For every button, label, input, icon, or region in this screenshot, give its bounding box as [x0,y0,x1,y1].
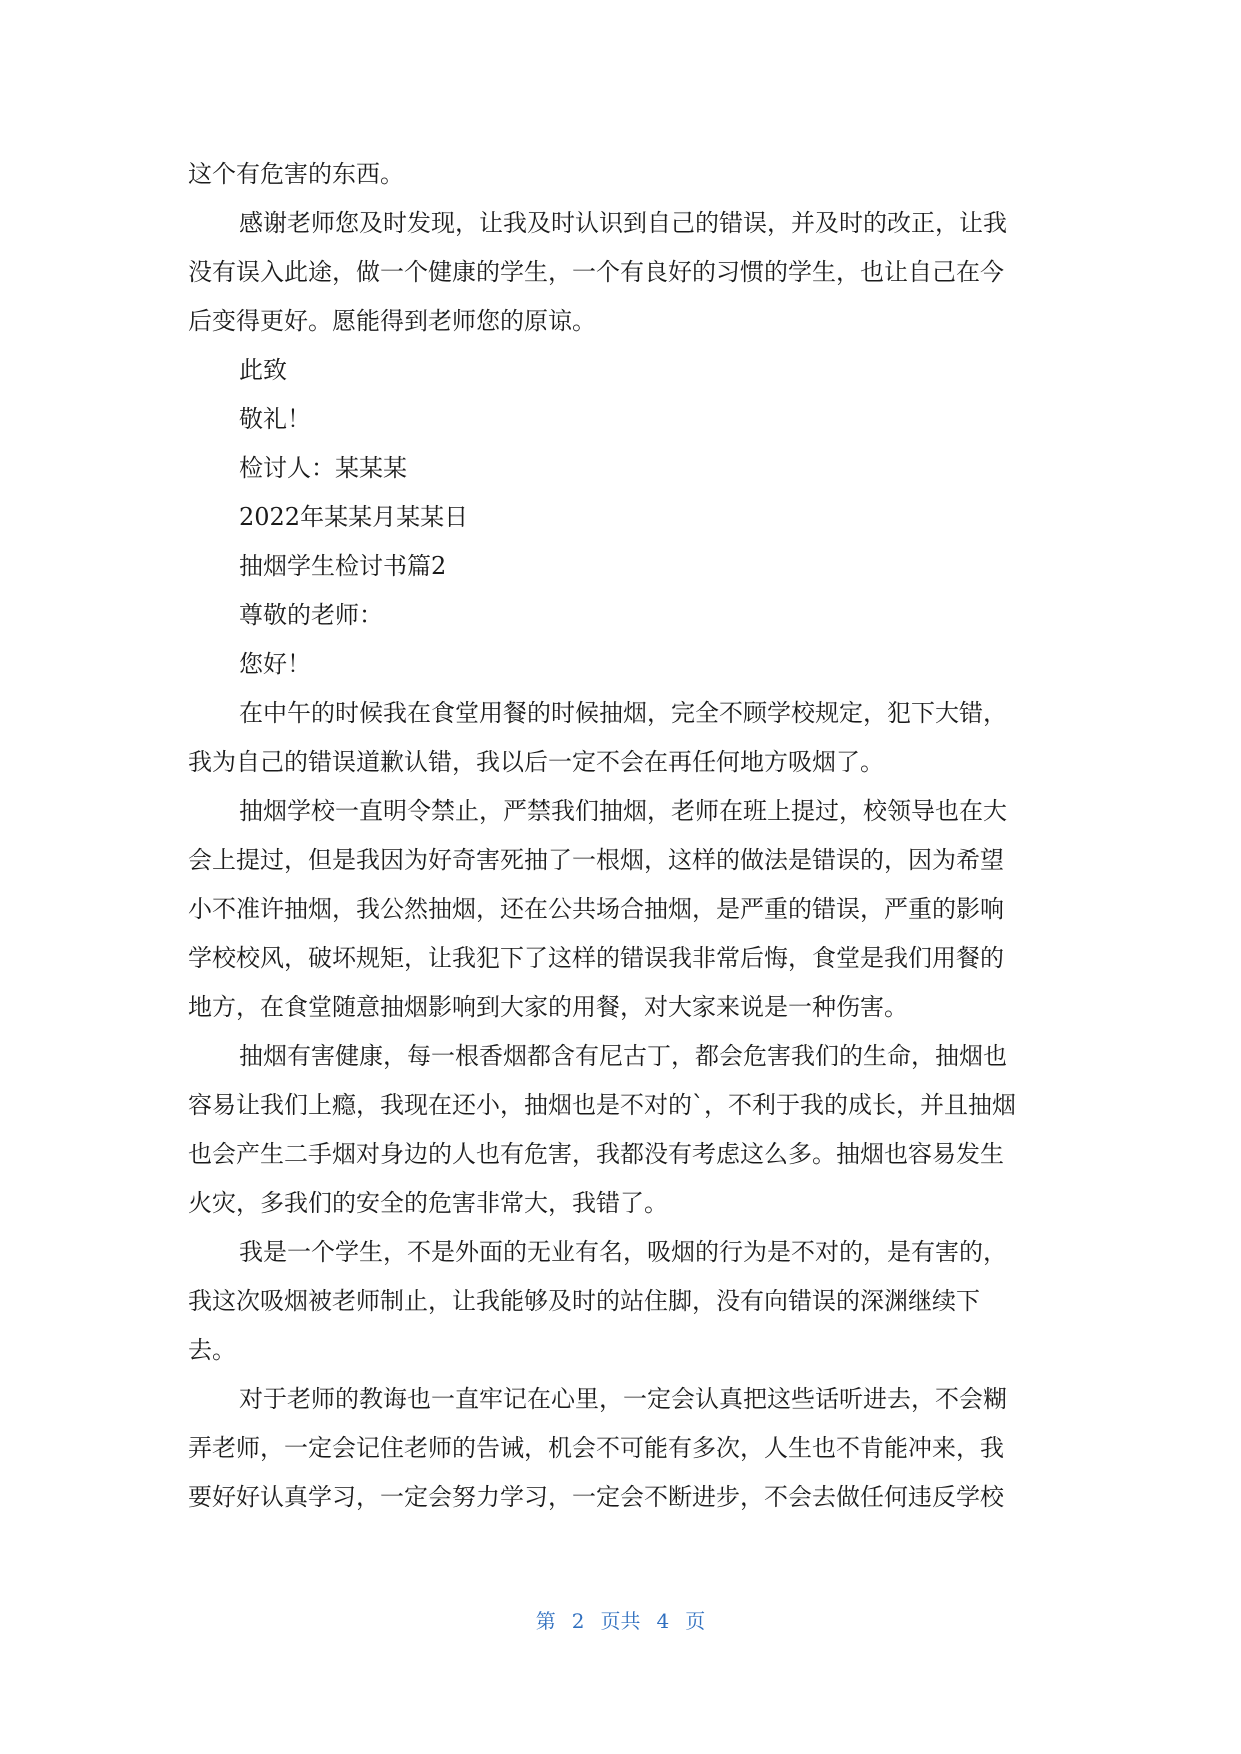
page-footer [0,1605,1241,1634]
text-line: 2022年某某月某某日 [239,503,469,531]
footer-prefix: 第 [535,1609,556,1633]
text-line: 弄老师，一定会记住老师的告诫，机会不可能有多次，人生也不肯能冲来，我 [188,1434,1004,1462]
footer-suffix: 页 [685,1609,706,1633]
text-line: 您好！ [239,650,311,678]
text-line: 抽烟学生检讨书篇2 [239,552,447,580]
document-body [188,150,1058,1522]
text-line: 这个有危害的东西。 [188,160,404,188]
text-line: 此致 [239,356,287,384]
text-line: 去。 [188,1336,236,1364]
text-line: 我这次吸烟被老师制止，让我能够及时的站住脚，没有向错误的深渊继续下 [188,1287,980,1315]
text-line: 感谢老师您及时发现，让我及时认识到自己的错误，并及时的改正，让我 [239,209,1007,237]
text-line: 在中午的时候我在食堂用餐的时候抽烟，完全不顾学校规定，犯下大错， [239,699,1007,727]
text-line: 会上提过，但是我因为好奇害死抽了一根烟，这样的做法是错误的，因为希望 [188,846,1004,874]
text-line: 后变得更好。愿能得到老师您的原谅。 [188,307,596,335]
text-line: 对于老师的教诲也一直牢记在心里，一定会认真把这些话听进去，不会糊 [239,1385,1007,1413]
text-line: 学校校风，破坏规矩，让我犯下了这样的错误我非常后悔，食堂是我们用餐的 [188,944,1004,972]
text-line: 抽烟有害健康，每一根香烟都含有尼古丁，都会危害我们的生命，抽烟也 [239,1042,1007,1070]
text-line: 也会产生二手烟对身边的人也有危害，我都没有考虑这么多。抽烟也容易发生 [188,1140,1004,1168]
text-line: 抽烟学校一直明令禁止，严禁我们抽烟，老师在班上提过，校领导也在大 [239,797,1007,825]
text-line: 检讨人：某某某 [239,454,407,482]
footer-page-number: 2 [571,1609,585,1633]
text-line: 小不准许抽烟，我公然抽烟，还在公共场合抽烟，是严重的错误，严重的影响 [188,895,1004,923]
text-line: 容易让我们上瘾，我现在还小，抽烟也是不对的`，不利于我的成长，并且抽烟 [188,1091,1016,1119]
text-line: 敬礼！ [239,405,311,433]
text-line: 地方，在食堂随意抽烟影响到大家的用餐，对大家来说是一种伤害。 [188,993,908,1021]
footer-middle: 页共 [600,1609,641,1633]
text-line: 要好好认真学习，一定会努力学习，一定会不断进步，不会去做任何违反学校 [188,1483,1004,1511]
text-line: 我是一个学生，不是外面的无业有名，吸烟的行为是不对的，是有害的， [239,1238,1007,1266]
text-line: 我为自己的错误道歉认错，我以后一定不会在再任何地方吸烟了。 [188,748,884,776]
text-line: 没有误入此途，做一个健康的学生，一个有良好的习惯的学生，也让自己在今 [188,258,1004,286]
text-line: 尊敬的老师： [239,601,383,629]
text-line: 火灾，多我们的安全的危害非常大，我错了。 [188,1189,668,1217]
footer-total-pages: 4 [656,1609,670,1633]
